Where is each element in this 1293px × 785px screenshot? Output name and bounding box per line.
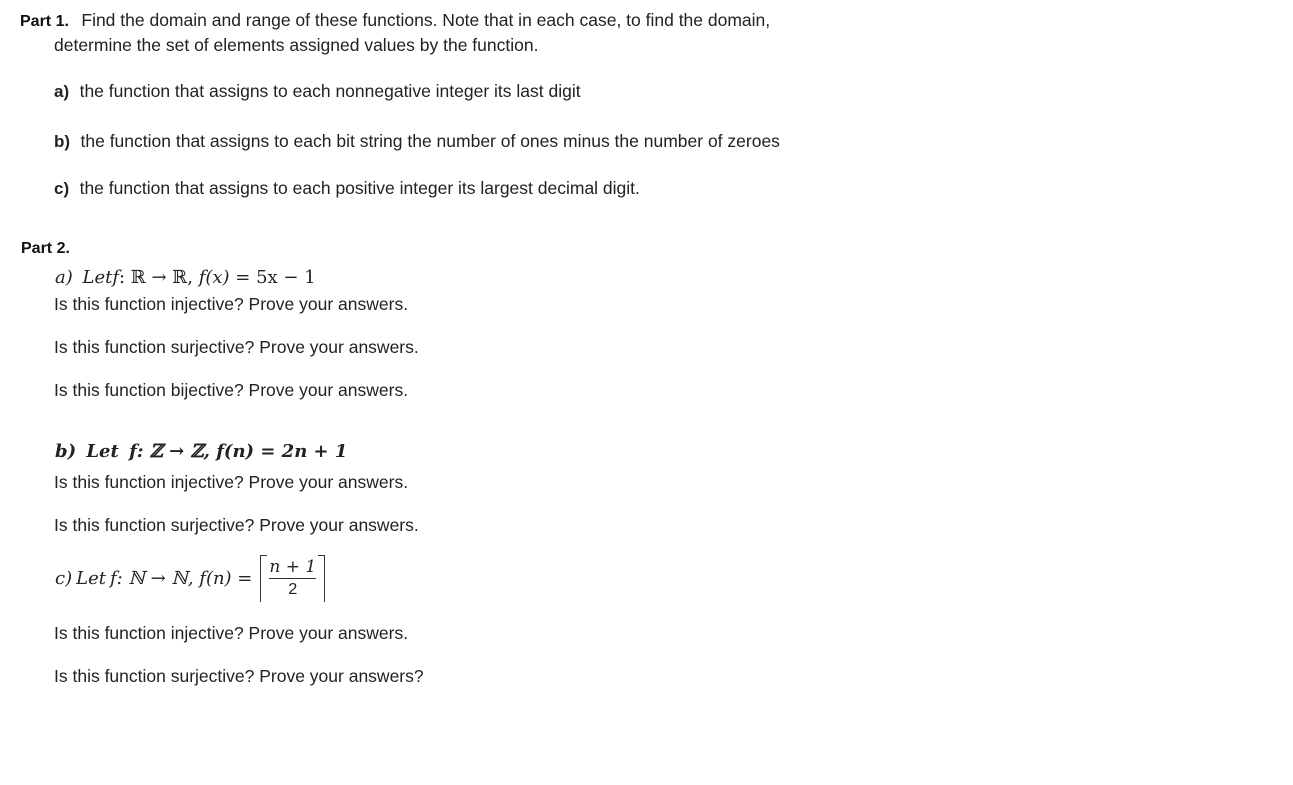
b-expr: f: ℤ → ℤ, f(n) = 2n + 1 xyxy=(129,441,348,462)
a-rhs: = 5x − 1 xyxy=(229,267,316,288)
c-let: Let xyxy=(76,568,106,589)
part2-label: Part 2. xyxy=(21,240,70,257)
part2-b-definition xyxy=(55,441,347,462)
a-prefix: a) xyxy=(55,267,73,288)
part1-intro-line1: Find the domain and range of these functions. Note that in each case, to find the domain, xyxy=(81,10,771,30)
item-text: the function that assigns to each bit string the number of ones minus the number of zeroes xyxy=(80,131,780,151)
ceiling-right-bracket xyxy=(318,555,325,602)
fraction-denominator: 2 xyxy=(288,581,298,599)
part2-a-definition xyxy=(55,267,316,288)
ceiling-left-bracket xyxy=(260,555,267,602)
part1-item-b xyxy=(54,131,780,152)
fraction-bar xyxy=(269,578,316,579)
part1-label: Part 1. xyxy=(20,13,69,30)
part1-intro-line2: determine the set of elements assigned values by the function. xyxy=(54,35,539,55)
item-letter: c) xyxy=(54,179,70,198)
b-let: Let xyxy=(86,441,119,462)
a-mapping: : ℝ → ℝ, xyxy=(119,267,199,288)
item-letter: a) xyxy=(54,82,70,101)
c-question-surjective: Is this function surjective? Prove your answers? xyxy=(54,666,424,686)
ceiling-fraction xyxy=(260,555,325,602)
part2-c-definition xyxy=(55,555,325,602)
c-prefix: c) xyxy=(55,568,73,589)
item-text: the function that assigns to each positive integer its largest decimal digit. xyxy=(79,178,640,198)
part1-heading-row xyxy=(20,10,770,31)
b-question-injective: Is this function injective? Prove your answers. xyxy=(54,472,409,492)
c-expr: f: ℕ → ℕ, f(n) = xyxy=(109,568,253,589)
a-question-bijective: Is this function bijective? Prove your answers. xyxy=(54,380,409,400)
c-question-injective: Is this function injective? Prove your answers. xyxy=(54,623,409,643)
fraction-numerator: n + 1 xyxy=(269,556,317,577)
item-letter: b) xyxy=(54,132,71,151)
part1-item-a xyxy=(54,81,581,102)
item-text: the function that assigns to each nonnegative integer its last digit xyxy=(79,81,581,101)
part1-item-c xyxy=(54,178,640,199)
a-func: f(x) xyxy=(198,267,230,288)
a-let: Letf xyxy=(82,267,120,288)
a-question-injective: Is this function injective? Prove your answers. xyxy=(54,294,409,314)
a-question-surjective: Is this function surjective? Prove your answers. xyxy=(54,337,419,357)
fraction xyxy=(267,557,318,600)
b-question-surjective: Is this function surjective? Prove your answers. xyxy=(54,515,419,535)
b-prefix: b) xyxy=(55,441,77,462)
